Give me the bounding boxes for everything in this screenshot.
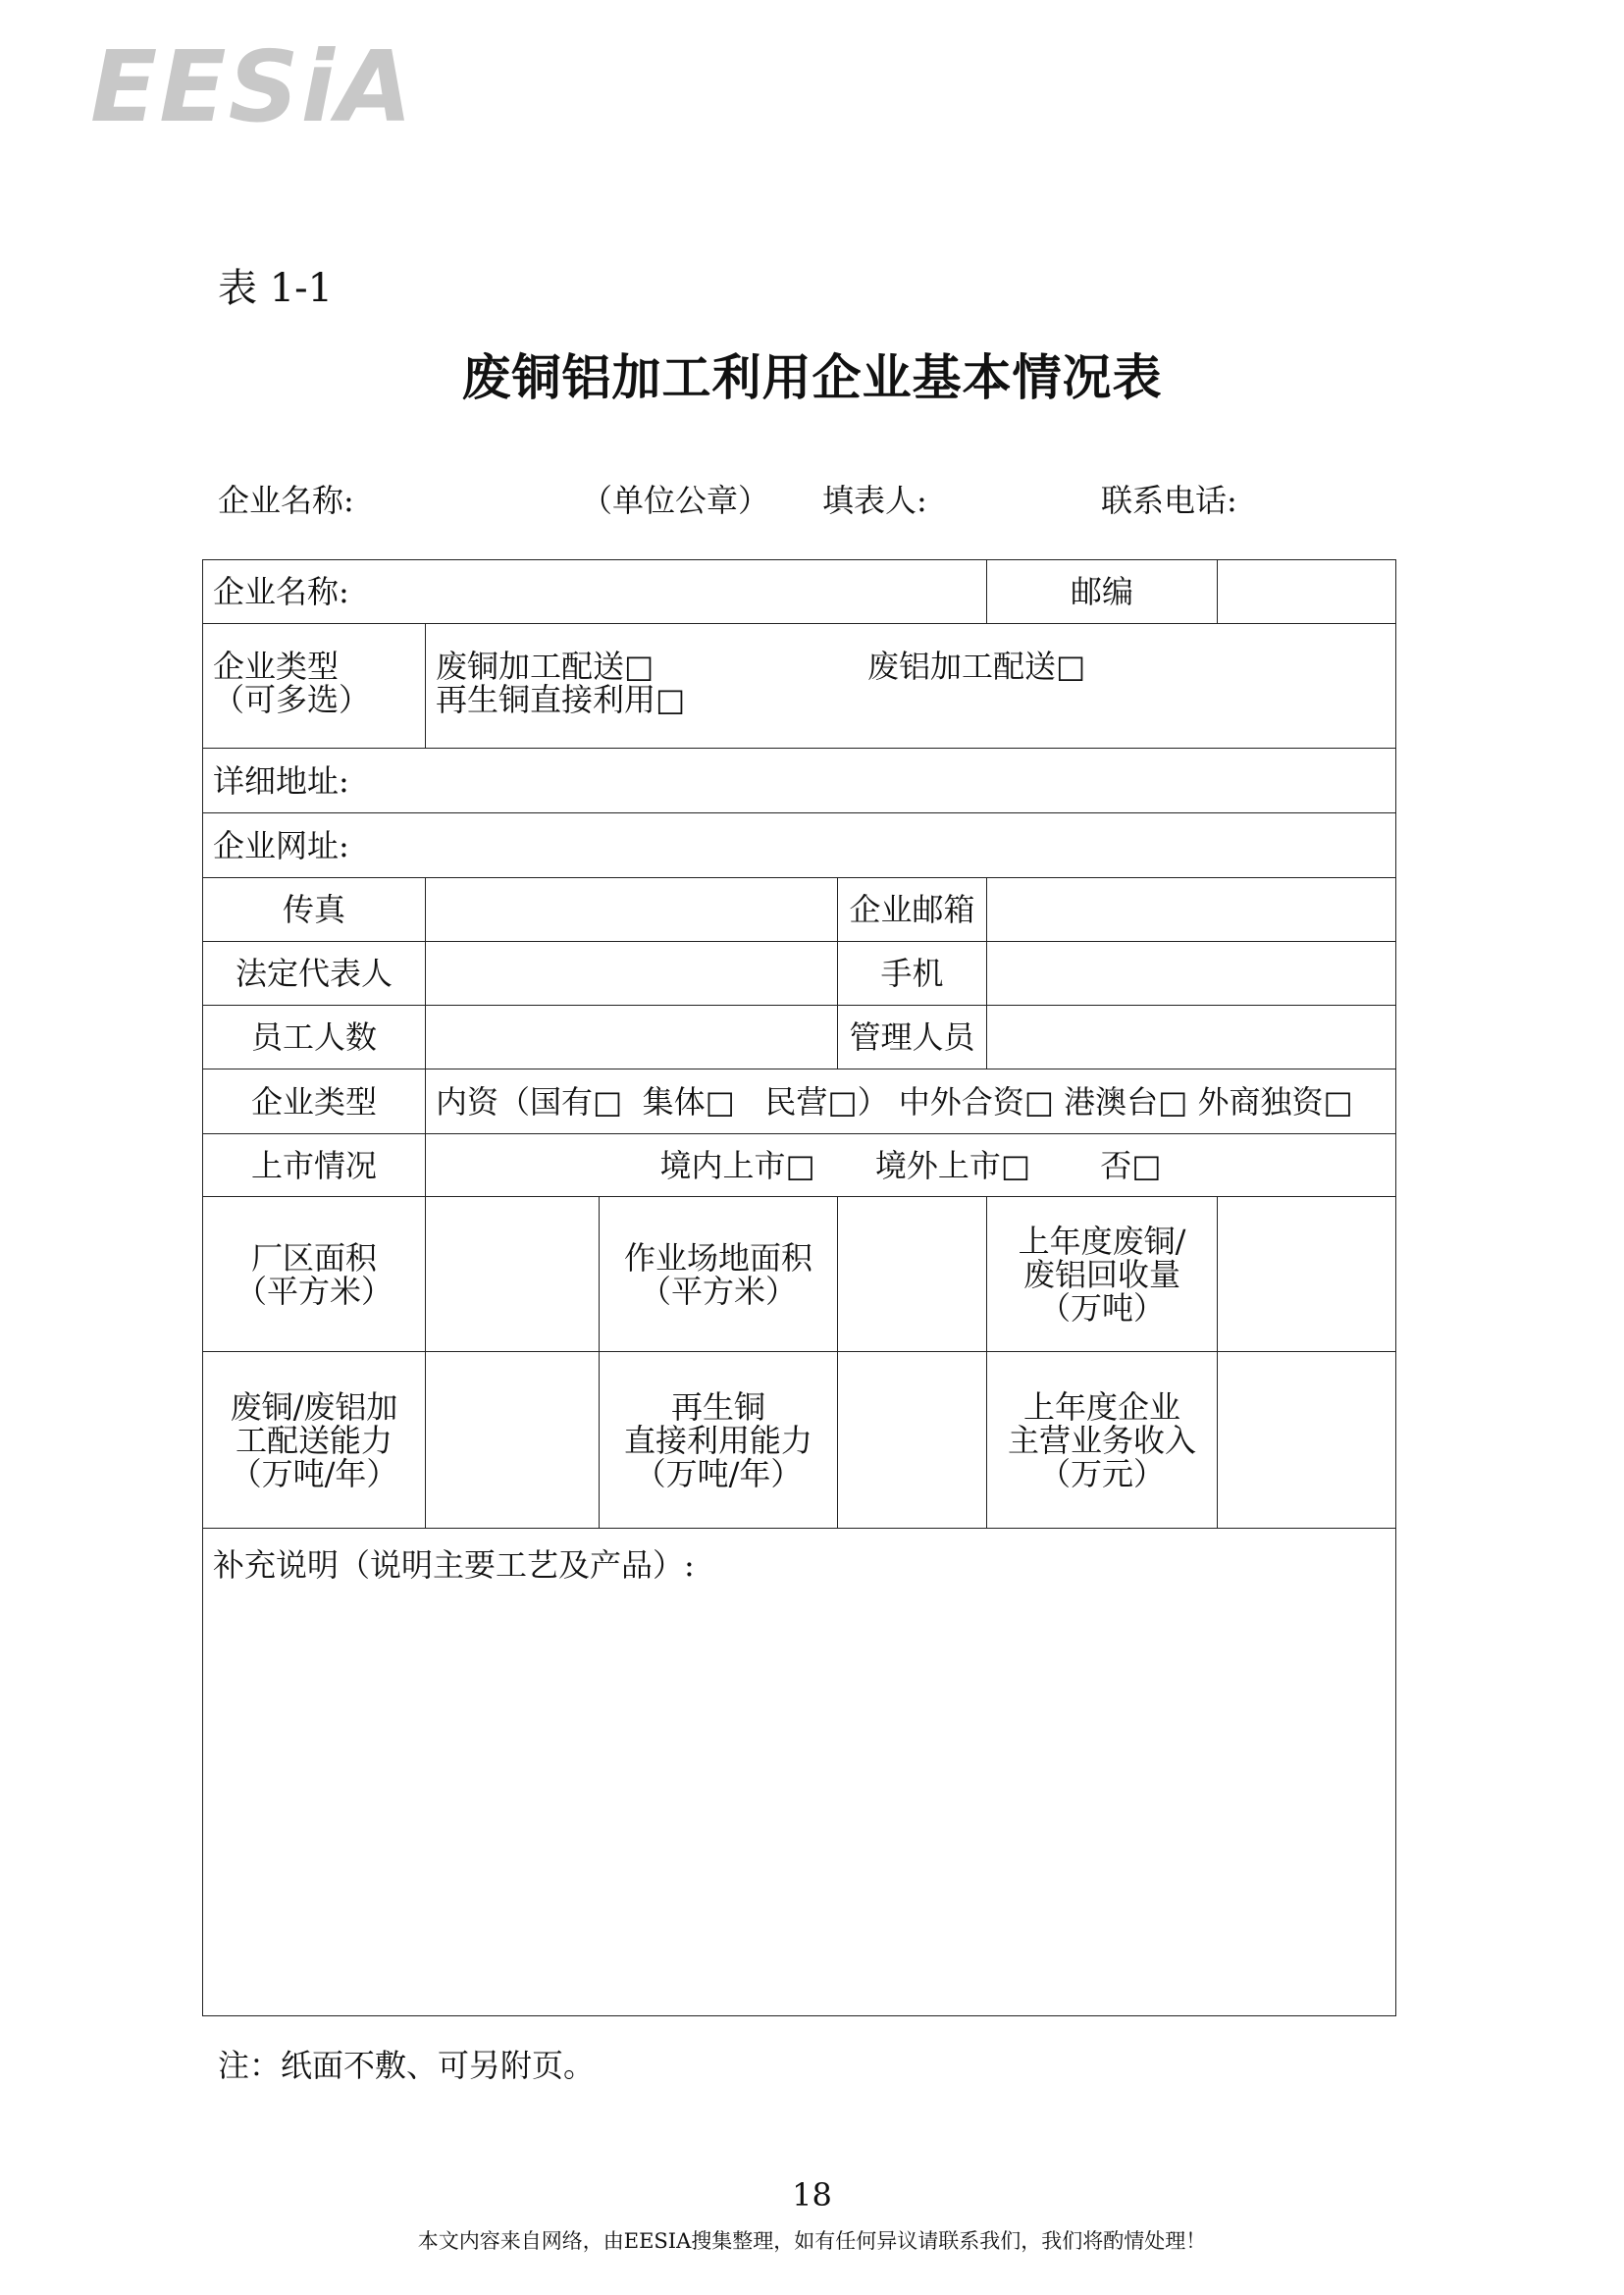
company-type-options[interactable] <box>426 624 1396 749</box>
aluminum-process-checkbox[interactable]: 废铝加工配送□ <box>867 648 1086 685</box>
postcode-label: 邮编 <box>987 560 1218 624</box>
work-area-field[interactable] <box>838 1197 987 1352</box>
page-number: 18 <box>792 2176 832 2214</box>
fax-field[interactable] <box>426 878 838 942</box>
plant-area-field[interactable] <box>426 1197 600 1352</box>
revenue-field[interactable] <box>1218 1352 1396 1529</box>
email-field[interactable] <box>987 878 1396 942</box>
header-company-label: 企业名称: <box>218 482 354 519</box>
email-label: 企业邮箱 <box>838 878 987 942</box>
header-phone-label: 联系电话: <box>1101 482 1237 519</box>
capacity-field[interactable] <box>426 1352 600 1529</box>
legal-rep-label: 法定代表人 <box>203 942 426 1006</box>
work-area-label: 作业场地面积 （平方米） <box>600 1197 838 1352</box>
note-text: 注：纸面不敷、可另附页。 <box>218 2047 596 2084</box>
recycled-copper-checkbox[interactable]: 再生铜直接利用□ <box>436 681 686 718</box>
recovery-field[interactable] <box>1218 1197 1396 1352</box>
remarks-field[interactable]: 补充说明（说明主要工艺及产品）: <box>203 1529 1396 2016</box>
copper-process-checkbox[interactable]: 废铜加工配送□ <box>436 648 655 685</box>
listing-options[interactable]: 境内上市□ 境外上市□ 否□ <box>426 1134 1396 1197</box>
header-seal-label: （单位公章） <box>581 482 770 519</box>
address-field[interactable]: 详细地址: <box>203 749 1396 813</box>
postcode-field[interactable] <box>1218 560 1396 624</box>
eesia-logo: EESiA <box>90 29 415 144</box>
plant-area-label: 厂区面积 （平方米） <box>203 1197 426 1352</box>
company-name-field[interactable]: 企业名称: <box>203 560 987 624</box>
ownership-options[interactable]: 内资（国有□ 集体□ 民营□） 中外合资□ 港澳台□ 外商独资□ <box>426 1069 1396 1134</box>
employees-field[interactable] <box>426 1006 838 1069</box>
ownership-label: 企业类型 <box>203 1069 426 1134</box>
employees-label: 员工人数 <box>203 1006 426 1069</box>
footer-disclaimer: 本文内容来自网络，由EESIA搜集整理，如有任何异议请联系我们，我们将酌情处理！ <box>417 2229 1207 2253</box>
managers-label: 管理人员 <box>838 1006 987 1069</box>
header-filler-label: 填表人: <box>822 482 927 519</box>
revenue-label: 上年度企业 主营业务收入 （万元） <box>987 1352 1218 1529</box>
mobile-label: 手机 <box>838 942 987 1006</box>
company-type-label: 企业类型 （可多选） <box>203 624 426 749</box>
table-number: 表 1-1 <box>218 266 334 311</box>
mobile-field[interactable] <box>987 942 1396 1006</box>
direct-use-label: 再生铜 直接利用能力 （万吨/年） <box>600 1352 838 1529</box>
company-info-form <box>202 559 1396 2016</box>
recovery-label: 上年度废铜/ 废铝回收量 （万吨） <box>987 1197 1218 1352</box>
direct-use-field[interactable] <box>838 1352 987 1529</box>
fax-label: 传真 <box>203 878 426 942</box>
page-title: 废铜铝加工利用企业基本情况表 <box>461 348 1163 406</box>
capacity-label: 废铜/废铝加 工配送能力 （万吨/年） <box>203 1352 426 1529</box>
listing-label: 上市情况 <box>203 1134 426 1197</box>
legal-rep-field[interactable] <box>426 942 838 1006</box>
managers-field[interactable] <box>987 1006 1396 1069</box>
website-field[interactable]: 企业网址: <box>203 813 1396 878</box>
